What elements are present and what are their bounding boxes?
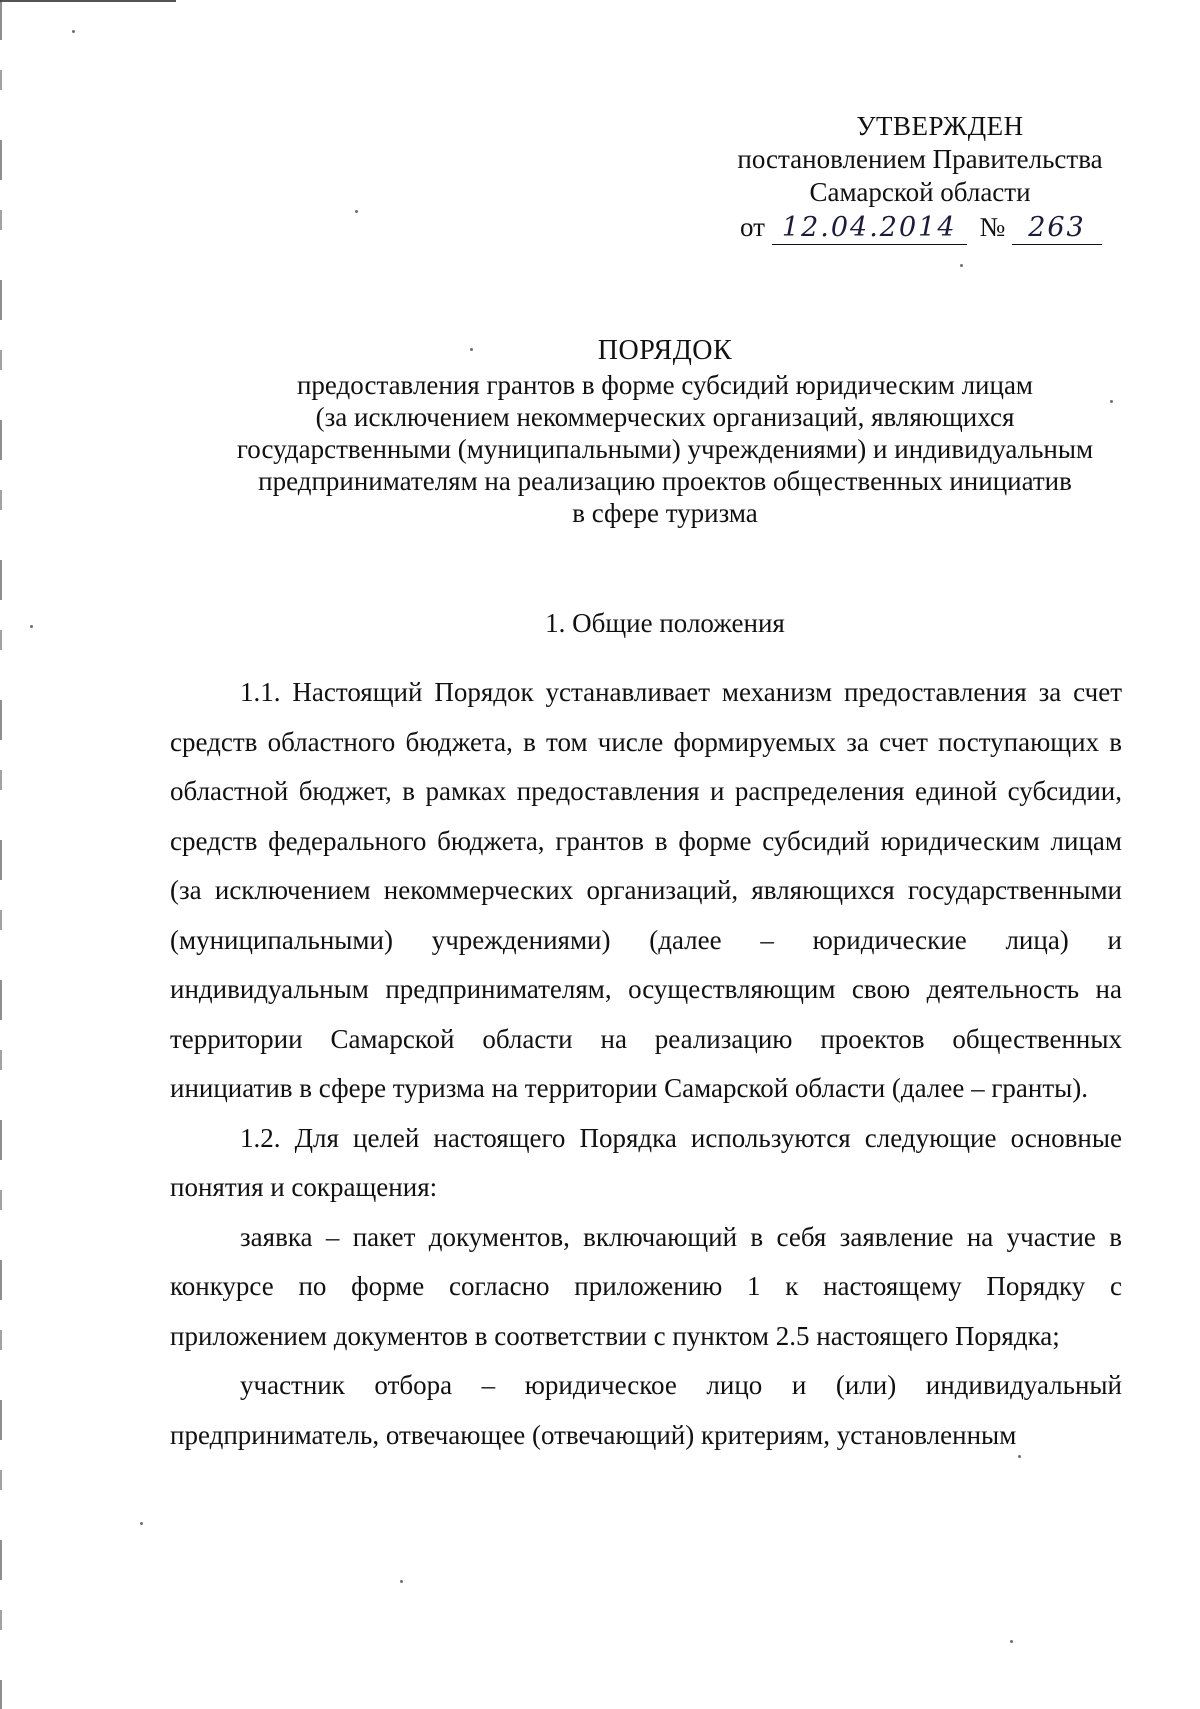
scan-speck: [400, 1580, 403, 1583]
document-body: [170, 668, 1122, 1460]
handwritten-date: 12.04.2014: [772, 211, 967, 245]
approval-title: УТВЕРЖДЕН: [856, 111, 1024, 141]
scan-speck: [140, 1522, 143, 1525]
document-subtitle-line: государственными (муниципальными) учреждениями) и индивидуальным: [236, 434, 1094, 464]
scan-edge-line: [0, 0, 176, 2]
approval-region: Самарской области: [809, 177, 1031, 207]
definition-application: заявка – пакет документов, включающий в себя заявление на участие в конкурсе по форме согласно приложению 1 к настоящему Порядку с приложением документов в соответствии с пунктом 2.5 настоящего Порядка;: [170, 1221, 1122, 1351]
number-prefix: №: [979, 212, 1006, 242]
document-subtitle-line: предпринимателям на реализацию проектов общественных инициатив: [258, 466, 1072, 496]
paragraph-1-2: 1.2. Для целей настоящего Порядка используются следующие основные понятия и сокращения:: [170, 1122, 1122, 1202]
scan-speck: [960, 264, 963, 267]
scan-speck: [72, 30, 75, 33]
handwritten-number: 263: [1012, 211, 1102, 245]
scan-speck: [355, 210, 358, 213]
date-prefix: от: [740, 212, 765, 242]
definition-participant: участник отбора – юридическое лицо и (или) индивидуальный предприниматель, отвечающее (отвечающий) критериям, установленным: [170, 1370, 1122, 1450]
approval-stamp-block: [700, 110, 1140, 245]
approval-issuer: постановлением Правительства: [737, 144, 1103, 174]
scan-speck: [1010, 1640, 1013, 1643]
section-heading: 1. Общие положения: [545, 608, 785, 638]
scan-speck: [30, 625, 33, 628]
document-title-block: [120, 335, 1200, 529]
paragraph-1-1: 1.1. Настоящий Порядок устанавливает механизм предоставления за счет средств областного бюджета, в том числе формируемых за счет поступающих в областной бюджет, в рамках предоставления и распределения единой субсидии, средств федерального бюджета, грантов в форме субсидий юридическим лицам (за исключением некоммерческих организаций, являющихся государственными (муниципальными) учреждениями) (далее – юридические лица) и индивидуальным предпринимателям, осуществляющим свою деятельность на территории Самарской области на реализацию проектов общественных инициатив в сфере туризма на территории Самарской области (далее – гранты).: [170, 677, 1122, 1103]
approval-date-line: [700, 211, 1140, 245]
document-subtitle-line: (за исключением некоммерческих организаций, являющихся: [315, 402, 1015, 432]
document-subtitle-line: в сфере туризма: [572, 498, 758, 528]
document-title: ПОРЯДОК: [597, 335, 733, 366]
document-subtitle-line: предоставления грантов в форме субсидий юридическим лицам: [296, 370, 1034, 400]
scan-left-edge: [0, 0, 2, 1709]
